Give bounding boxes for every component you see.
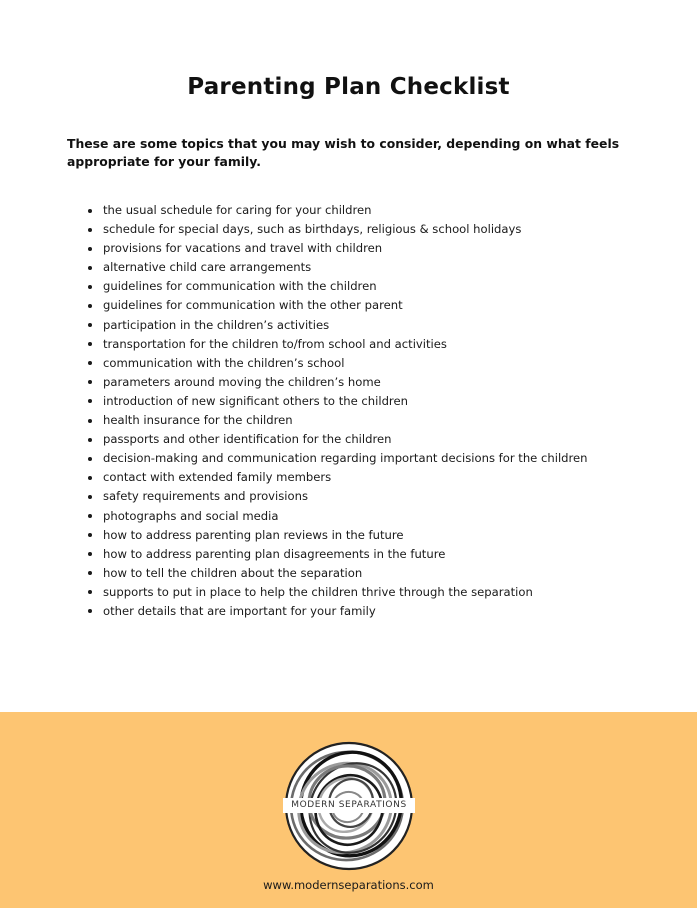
list-item: how to address parenting plan reviews in the future (85, 526, 685, 545)
list-item: how to address parenting plan disagreements in the future (85, 545, 685, 564)
list-item: contact with extended family members (85, 468, 685, 487)
list-item: supports to put in place to help the children thrive through the separation (85, 583, 685, 602)
list-item: transportation for the children to/from school and activities (85, 335, 685, 354)
list-item: the usual schedule for caring for your children (85, 201, 685, 220)
list-item: how to tell the children about the separation (85, 564, 685, 583)
website-link[interactable]: www.modernseparations.com (263, 878, 434, 892)
list-item: provisions for vacations and travel with children (85, 239, 685, 258)
intro-paragraph: These are some topics that you may wish to consider, depending on what feels appropriate for your family. (67, 136, 620, 169)
list-item: passports and other identification for the children (85, 430, 685, 449)
list-item: photographs and social media (85, 507, 685, 526)
list-item: guidelines for communication with the other parent (85, 296, 685, 315)
footer (0, 712, 697, 908)
list-item: alternative child care arrangements (85, 258, 685, 277)
list-item: parameters around moving the children’s home (85, 373, 685, 392)
topic-list (85, 201, 685, 621)
list-item: participation in the children’s activities (85, 316, 685, 335)
logo-text: MODERN SEPARATIONS (283, 798, 415, 813)
list-item: schedule for special days, such as birthdays, religious & school holidays (85, 220, 685, 239)
list-item: introduction of new significant others to the children (85, 392, 685, 411)
list-item: communication with the children’s school (85, 354, 685, 373)
page-title: Parenting Plan Checklist (187, 74, 510, 100)
list-item: guidelines for communication with the children (85, 277, 685, 296)
modern-separations-logo (283, 740, 415, 872)
list-item: safety requirements and provisions (85, 487, 685, 506)
list-item: other details that are important for your family (85, 602, 685, 621)
list-item: health insurance for the children (85, 411, 685, 430)
list-item: decision-making and communication regarding important decisions for the children (85, 449, 685, 468)
